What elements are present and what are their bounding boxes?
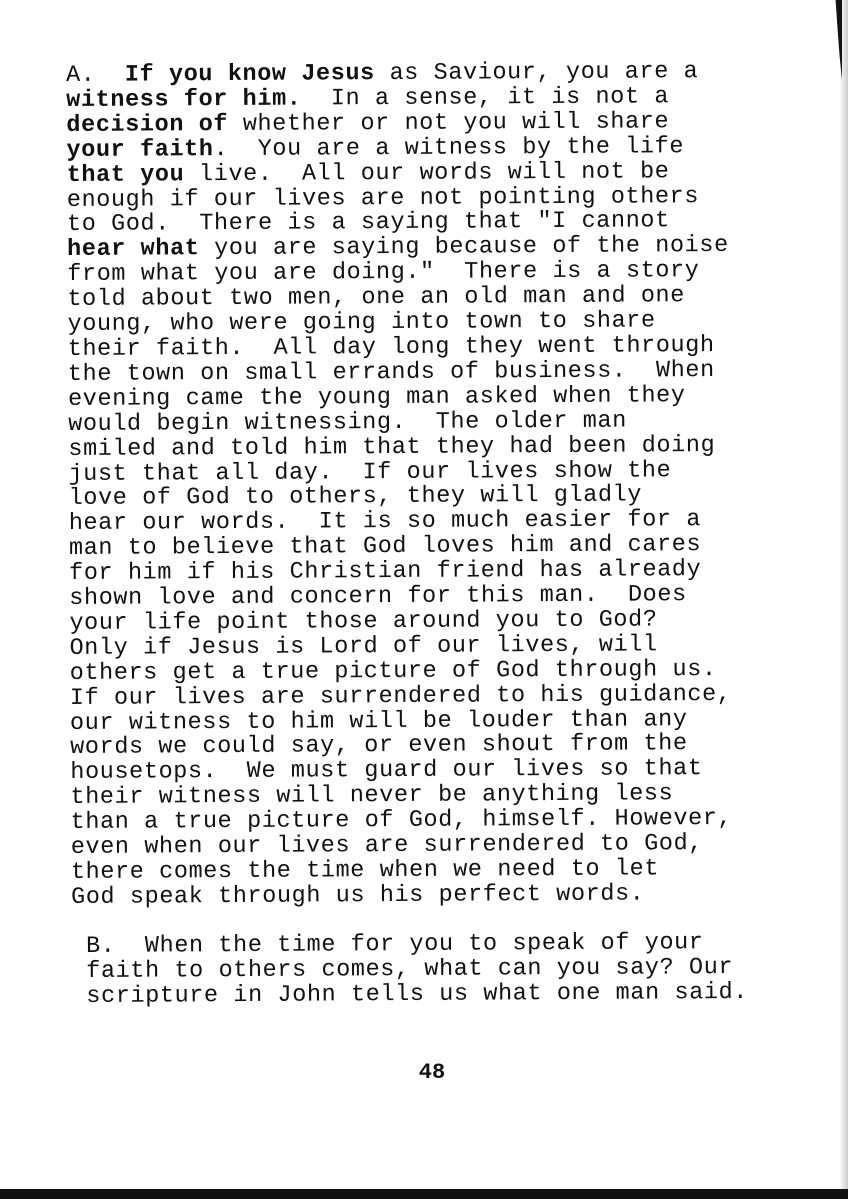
text-run: B. When the time for you to speak of your — [85, 929, 704, 960]
text-run: . You are a witness by the life — [213, 132, 685, 163]
text-run: enough if our lives are not pointing others — [66, 182, 700, 214]
page-number: 48 — [418, 1060, 446, 1085]
text-run: others get a true picture of God through us. — [69, 655, 717, 687]
text-run: the town on small errands of business. When — [67, 356, 715, 388]
text-run: our witness to him will be louder than any — [69, 705, 688, 737]
bold-text-run: witness for him. — [66, 85, 302, 114]
text-run: to God. There is a saying that "I cannot — [66, 207, 670, 239]
text-run: words we could say, or even shout from the — [70, 730, 688, 762]
text-run: hear our words. It is so much easier for a — [68, 506, 702, 538]
text-run: their faith. All day long they went through — [67, 332, 715, 363]
text-run: faith to others comes, what can you say? Our — [86, 953, 734, 985]
text-run: your life point those around you to God? — [69, 606, 658, 637]
bold-text-run: hear what — [67, 235, 200, 264]
text-run: A. — [65, 61, 125, 89]
bold-text-run: your faith — [66, 135, 214, 164]
text-run: for him if his Christian friend has already — [69, 556, 702, 588]
text-run: housetops. We must guard our lives so that — [70, 755, 703, 787]
text-run: their witness will never be anything less — [70, 780, 674, 812]
text-run: Only if Jesus is Lord of our lives, will — [69, 631, 658, 662]
text-run: evening came the young man asked when they — [67, 382, 686, 413]
text-run: live. All our words will not be — [184, 157, 670, 188]
paragraph-a — [66, 60, 733, 911]
text-run: scripture in John tells us what one man said. — [86, 978, 749, 1010]
text-run: even when our lives are surrendered to God, — [70, 830, 704, 862]
scan-bottom-border — [0, 1189, 848, 1199]
text-run: whether or not you will share — [228, 108, 670, 138]
text-run: love of God to others, they will gladly — [68, 481, 643, 513]
text-run: would begin witnessing. The older man — [68, 407, 627, 438]
text-run: If our lives are surrendered to his guidance, — [69, 680, 732, 712]
text-line — [71, 882, 733, 911]
text-run: shown love and concern for this man. Does — [69, 581, 687, 613]
text-run: there comes the time when we need to let — [70, 855, 660, 886]
text-run: smiled and told him that they had been doing — [68, 431, 716, 463]
text-run: than a true picture of God, himself. However, — [70, 805, 733, 837]
paragraph-b — [86, 931, 748, 1010]
text-run: told about two men, one an old man and one — [67, 282, 686, 314]
text-run: man to believe that God loves him and cares — [68, 531, 702, 563]
text-run: just that all day. If our lives show the — [68, 456, 672, 488]
text-run: In a sense, it is not a — [301, 83, 670, 113]
page-edge-shadow — [834, 0, 848, 1199]
bold-text-run: decision of — [66, 110, 229, 139]
bold-text-run: If you know Jesus — [124, 60, 375, 89]
bold-text-run: that you — [66, 160, 185, 189]
text-run: you are saying because of the noise — [199, 232, 729, 263]
text-run: from what you are doing." There is a story — [67, 257, 700, 289]
text-run: God speak through us his perfect words. — [71, 880, 645, 911]
text-line — [86, 978, 749, 1010]
text-run: young, who were going into town to share — [67, 307, 656, 339]
text-run: as Saviour, you are a — [374, 58, 699, 88]
